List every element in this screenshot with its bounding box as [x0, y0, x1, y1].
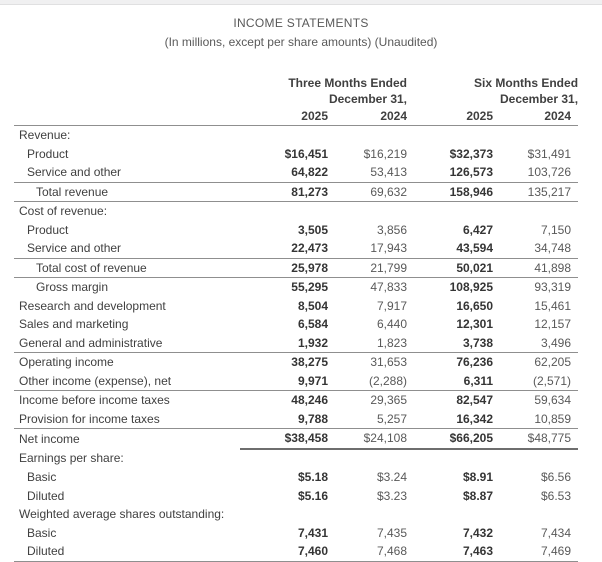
cell-value: 6,584 [297, 317, 328, 332]
cell-value: 7,469 [493, 542, 578, 561]
cell-value: 62,205 [534, 355, 572, 370]
row-label: Operating income [19, 355, 114, 370]
cell-value: $8.91 [462, 470, 494, 485]
cell-value: 7,435 [376, 525, 408, 540]
cell-value: 6,427 [462, 222, 494, 237]
cell-value: $31,491 [527, 146, 572, 161]
cell-value: 6,440 [376, 317, 408, 332]
row-label: Service and other [27, 241, 122, 256]
cell-value [328, 126, 407, 145]
cell-value: 126,573 [449, 165, 494, 180]
cell-value: 15,461 [534, 298, 572, 313]
cell-value: 31,653 [370, 355, 408, 370]
cell-value: 29,365 [370, 393, 408, 408]
table-row [14, 202, 578, 221]
cell-value: 53,413 [370, 165, 408, 180]
cell-value [240, 202, 328, 221]
table-row [14, 145, 578, 164]
header-spacer [14, 107, 240, 126]
cell-value: 7,432 [462, 525, 494, 540]
cell-value: 38,275 [291, 355, 328, 370]
cell-value: 9,971 [240, 372, 328, 391]
cell-value: 76,236 [456, 355, 494, 370]
row-label: Other income (expense), net [14, 372, 240, 391]
cell-value: 82,547 [456, 393, 494, 408]
cell-value: 93,319 [534, 280, 572, 295]
row-label: Basic [27, 470, 57, 485]
cell-value: 12,157 [534, 317, 572, 332]
window-top-strip [0, 0, 602, 5]
cell-value: 34,748 [534, 241, 572, 256]
cell-value [407, 126, 493, 145]
year-header: 2024 [328, 107, 407, 126]
row-label: Income before income taxes [19, 393, 170, 408]
cell-value: 7,917 [376, 298, 408, 313]
row-label: Research and development [19, 298, 166, 313]
table-row [14, 505, 578, 524]
table-row [14, 182, 578, 202]
cell-value: 7,460 [240, 542, 328, 561]
group-header-row-1 [14, 75, 578, 91]
cell-value: 16,342 [407, 410, 493, 429]
row-label: Diluted [27, 488, 65, 503]
year-header-row [14, 107, 578, 126]
table-row [14, 429, 578, 449]
year-header: 2024 [493, 107, 578, 126]
row-label: General and administrative [14, 334, 240, 353]
cell-value: 7,431 [297, 525, 328, 540]
cell-value: 43,594 [456, 241, 494, 256]
year-header: 2025 [407, 107, 493, 126]
row-label: Product [27, 146, 69, 161]
cell-value: 12,301 [456, 317, 494, 332]
table-row [14, 334, 578, 353]
cell-value: $3.24 [376, 470, 408, 485]
cell-value: $6.56 [541, 470, 572, 485]
table-row [14, 449, 578, 469]
table-row [14, 524, 578, 543]
cell-value: $48,775 [493, 429, 578, 449]
row-label: Diluted [14, 542, 240, 561]
cell-value: 10,859 [493, 410, 578, 429]
header-spacer [14, 91, 240, 107]
cell-value: $32,373 [449, 146, 494, 161]
cell-value [328, 449, 407, 469]
cell-value: 21,799 [328, 258, 407, 278]
group-header-row-2 [14, 91, 578, 107]
cell-value: (2,571) [493, 372, 578, 391]
cell-value [493, 505, 578, 524]
cell-value: $5.16 [297, 488, 328, 503]
cell-value: 3,505 [297, 222, 328, 237]
table-header [14, 75, 578, 126]
cell-value: 50,021 [407, 258, 493, 278]
cell-value: 3,496 [493, 334, 578, 353]
cell-value [493, 449, 578, 469]
table-row [14, 163, 578, 182]
three-months-date: December 31, [328, 92, 408, 106]
table-row [14, 487, 578, 506]
table-row [14, 468, 578, 487]
cell-value: $16,219 [363, 146, 408, 161]
table-row [14, 353, 578, 372]
cell-value: $38,458 [240, 429, 328, 449]
income-statement-table [14, 75, 578, 562]
cell-value: 55,295 [291, 280, 328, 295]
three-months-header: Three Months Ended [288, 76, 408, 90]
cell-value: 22,473 [291, 241, 328, 256]
header-spacer [14, 75, 240, 91]
row-label: Gross margin [36, 280, 109, 295]
cell-value: 1,823 [328, 334, 407, 353]
cell-value [240, 126, 328, 145]
cell-value: 135,217 [493, 182, 578, 202]
cell-value: 41,898 [493, 258, 578, 278]
row-label: Provision for income taxes [14, 410, 240, 429]
row-label: Service and other [27, 165, 122, 180]
cell-value: $16,451 [284, 146, 328, 161]
row-label: Product [27, 222, 69, 237]
page-title: INCOME STATEMENTS [233, 16, 369, 30]
six-months-date: December 31, [499, 92, 579, 106]
row-label: Cost of revenue: [19, 204, 108, 219]
table-row [14, 542, 578, 561]
row-label: Weighted average shares outstanding: [19, 507, 225, 522]
cell-value: 17,943 [370, 241, 408, 256]
cell-value: 3,738 [407, 334, 493, 353]
cell-value [240, 449, 328, 469]
table-row [14, 258, 578, 278]
cell-value: 6,311 [407, 372, 493, 391]
cell-value: 7,463 [407, 542, 493, 561]
cell-value [407, 505, 493, 524]
table-row [14, 372, 578, 391]
cell-value [493, 202, 578, 221]
cell-value: (2,288) [328, 372, 407, 391]
cell-value: 8,504 [297, 298, 328, 313]
cell-value [493, 126, 578, 145]
cell-value: 9,788 [240, 410, 328, 429]
cell-value: $6.53 [541, 488, 572, 503]
cell-value: 64,822 [291, 165, 328, 180]
cell-value: $3.23 [376, 488, 408, 503]
cell-value: 5,257 [328, 410, 407, 429]
cell-value: 59,634 [534, 393, 572, 408]
row-label: Revenue: [19, 128, 71, 143]
cell-value: 69,632 [328, 182, 407, 202]
cell-value: $66,205 [407, 429, 493, 449]
table-row [14, 410, 578, 429]
cell-value: 1,932 [240, 334, 328, 353]
cell-value [407, 449, 493, 469]
table-row [14, 126, 578, 145]
cell-value [240, 505, 328, 524]
table-row [14, 315, 578, 334]
cell-value [328, 202, 407, 221]
row-label: Basic [27, 525, 57, 540]
row-label: Net income [19, 431, 80, 446]
income-table-body [14, 126, 578, 562]
cell-value: $24,108 [328, 429, 407, 449]
table-row [14, 239, 578, 258]
cell-value: 25,978 [240, 258, 328, 278]
cell-value: 81,273 [240, 182, 328, 202]
year-header: 2025 [240, 107, 328, 126]
cell-value: 108,925 [449, 280, 494, 295]
six-months-header: Six Months Ended [474, 76, 579, 90]
page-subtitle: (In millions, except per share amounts) (Unaudited) [164, 35, 438, 49]
cell-value: 7,434 [541, 525, 572, 540]
cell-value: 158,946 [407, 182, 493, 202]
table-row [14, 391, 578, 410]
table-row [14, 297, 578, 316]
row-label: Total revenue [14, 182, 240, 202]
cell-value [407, 202, 493, 221]
row-label: Sales and marketing [19, 317, 129, 332]
cell-value: $8.87 [462, 488, 494, 503]
cell-value: 7,150 [541, 222, 572, 237]
cell-value: 16,650 [456, 298, 494, 313]
cell-value: 3,856 [376, 222, 408, 237]
cell-value: 7,468 [328, 542, 407, 561]
cell-value [328, 505, 407, 524]
cell-value: 103,726 [527, 165, 572, 180]
cell-value: 47,833 [370, 280, 408, 295]
row-label: Total cost of revenue [14, 258, 240, 278]
table-row [14, 221, 578, 240]
cell-value: 48,246 [291, 393, 328, 408]
row-label: Earnings per share: [19, 451, 124, 466]
cell-value: $5.18 [297, 470, 328, 485]
table-row [14, 278, 578, 297]
